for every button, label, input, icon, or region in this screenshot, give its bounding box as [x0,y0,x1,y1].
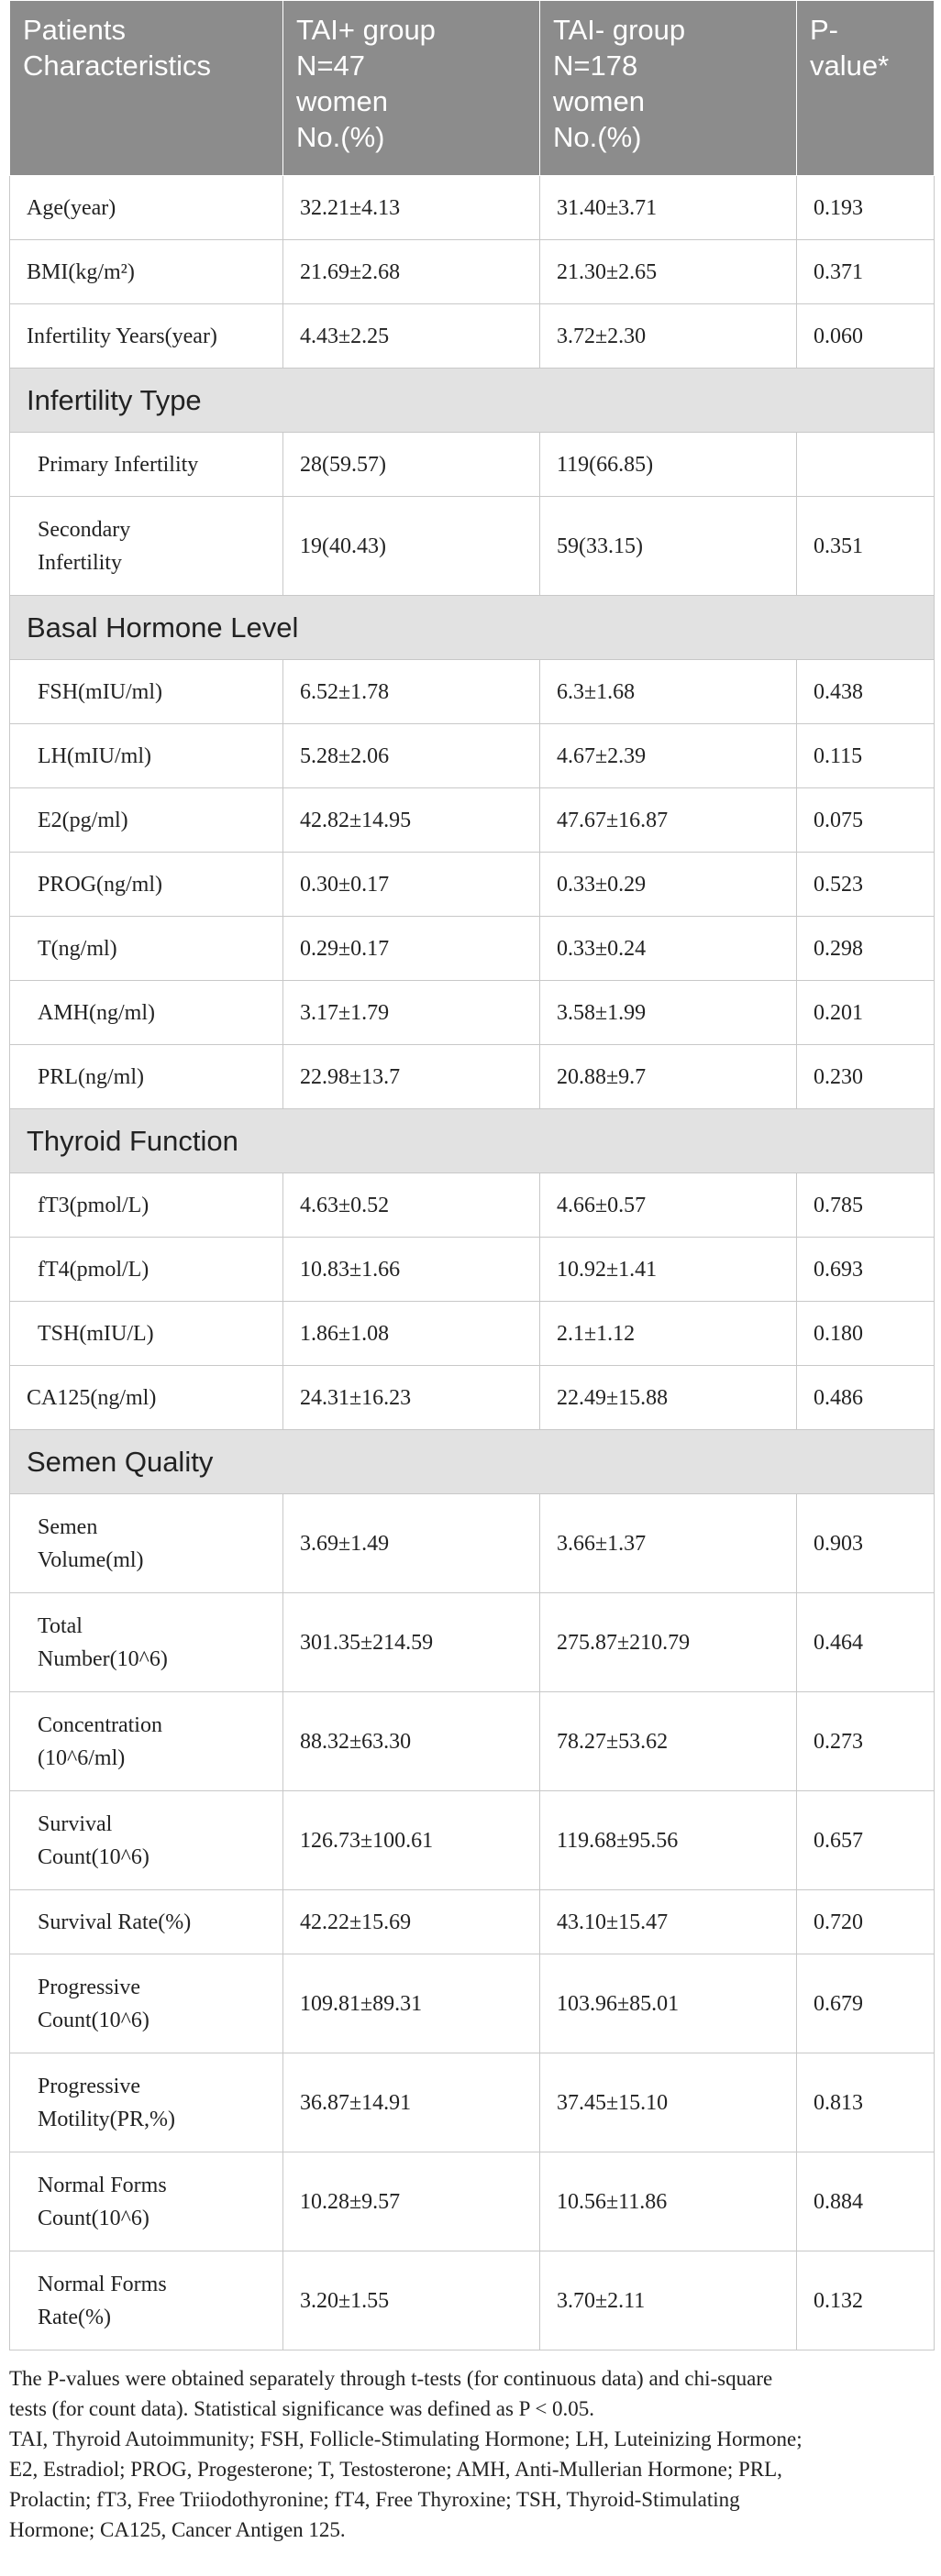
header-line: N=47 [296,50,365,82]
tai-positive-value: 42.82±14.95 [283,788,540,853]
table-row [10,1890,935,1954]
p-value: 0.132 [797,2251,935,2350]
tai-negative-value: 119(66.85) [540,433,797,497]
header-tai-negative [540,1,797,176]
table-row [10,917,935,981]
label-line: Number(10^6) [38,1646,168,1671]
footnote-line: Prolactin; fT3, Free Triiodothyronine; fT4, Free Thyroxine; TSH, Thyroid-Stimulating [9,2488,740,2511]
characteristic-label [10,1954,283,2053]
tai-negative-value: 10.92±1.41 [540,1238,797,1302]
p-value: 0.060 [797,304,935,369]
characteristic-label [10,2251,283,2350]
tai-negative-value: 0.33±0.29 [540,853,797,917]
table-row [10,240,935,304]
p-value: 0.371 [797,240,935,304]
label-line: Total [38,1613,83,1638]
footnote-paragraph [9,2363,934,2424]
p-value: 0.785 [797,1173,935,1238]
characteristic-label [10,240,283,304]
tai-negative-value: 20.88±9.7 [540,1045,797,1109]
tai-positive-value: 19(40.43) [283,497,540,596]
tai-negative-value: 6.3±1.68 [540,660,797,724]
label-line: TSH(mIU/L) [38,1321,154,1346]
table-row [10,497,935,596]
header-line: P- [810,14,838,46]
table-row [10,1045,935,1109]
p-value: 0.884 [797,2152,935,2251]
table-row [10,2152,935,2251]
tai-negative-value: 47.67±16.87 [540,788,797,853]
tai-negative-value: 3.72±2.30 [540,304,797,369]
header-line: Characteristics [23,50,211,82]
tai-positive-value: 4.63±0.52 [283,1173,540,1238]
patient-characteristics-table [9,0,935,2350]
p-value: 0.679 [797,1954,935,2053]
tai-negative-value: 4.67±2.39 [540,724,797,788]
p-value: 0.464 [797,1593,935,1692]
characteristic-label [10,981,283,1045]
tai-negative-value: 275.87±210.79 [540,1593,797,1692]
section-heading: Infertility Type [10,369,935,433]
tai-positive-value: 88.32±63.30 [283,1692,540,1791]
tai-negative-value: 31.40±3.71 [540,176,797,240]
footnote-paragraph [9,2424,934,2545]
tai-negative-value: 4.66±0.57 [540,1173,797,1238]
label-line: Secondary [38,517,131,542]
header-row [10,1,935,176]
tai-negative-value: 43.10±15.47 [540,1890,797,1954]
p-value: 0.180 [797,1302,935,1366]
label-line: Progressive [38,2074,140,2098]
p-value: 0.693 [797,1238,935,1302]
label-line: fT3(pmol/L) [38,1193,149,1217]
p-value: 0.657 [797,1791,935,1890]
label-line: PRL(ng/ml) [38,1064,145,1089]
section-heading: Semen Quality [10,1430,935,1494]
label-line: Survival Rate(%) [38,1910,192,1934]
tai-negative-value: 10.56±11.86 [540,2152,797,2251]
label-line: Count(10^6) [38,1844,149,1869]
characteristic-label [10,497,283,596]
p-value: 0.903 [797,1494,935,1593]
table-row [10,981,935,1045]
tai-negative-value: 3.66±1.37 [540,1494,797,1593]
tai-negative-value: 78.27±53.62 [540,1692,797,1791]
table-row [10,1173,935,1238]
tai-negative-value: 103.96±85.01 [540,1954,797,2053]
characteristic-label [10,1593,283,1692]
tai-positive-value: 1.86±1.08 [283,1302,540,1366]
label-line: fT4(pmol/L) [38,1257,149,1282]
p-value: 0.720 [797,1890,935,1954]
characteristic-label [10,917,283,981]
p-value: 0.813 [797,2053,935,2152]
p-value: 0.298 [797,917,935,981]
tai-positive-value: 28(59.57) [283,433,540,497]
section-row [10,1109,935,1173]
characteristic-label [10,1238,283,1302]
table-row [10,660,935,724]
label-line: E2(pg/ml) [38,808,128,832]
header-line: women [553,85,645,117]
table-row [10,176,935,240]
label-line: AMH(ng/ml) [38,1000,155,1025]
tai-positive-value: 42.22±15.69 [283,1890,540,1954]
label-line: (10^6/ml) [38,1745,126,1770]
characteristic-label [10,304,283,369]
characteristic-label [10,433,283,497]
characteristic-label [10,1692,283,1791]
label-line: BMI(kg/m²) [27,259,135,284]
label-line: Count(10^6) [38,2206,149,2230]
label-line: Normal Forms [38,2272,167,2296]
label-line: Count(10^6) [38,2008,149,2032]
table-row [10,1593,935,1692]
table-row [10,304,935,369]
tai-positive-value: 10.28±9.57 [283,2152,540,2251]
header-line: N=178 [553,50,638,82]
tai-positive-value: 126.73±100.61 [283,1791,540,1890]
label-line: Rate(%) [38,2305,111,2329]
table-row [10,1791,935,1890]
tai-positive-value: 4.43±2.25 [283,304,540,369]
label-line: Motility(PR,%) [38,2107,176,2131]
tai-negative-value: 37.45±15.10 [540,2053,797,2152]
header-p-value [797,1,935,176]
footnote-line: tests (for count data). Statistical significance was defined as P < 0.05. [9,2397,595,2420]
header-line: TAI+ group [296,14,436,46]
header-line: women [296,85,388,117]
footnote-line: TAI, Thyroid Autoimmunity; FSH, Follicle-Stimulating Hormone; LH, Luteinizing Hormone; [9,2427,803,2450]
table-row [10,788,935,853]
tai-positive-value: 6.52±1.78 [283,660,540,724]
table-row [10,853,935,917]
characteristic-label [10,176,283,240]
tai-positive-value: 21.69±2.68 [283,240,540,304]
p-value: 0.201 [797,981,935,1045]
table-row [10,1954,935,2053]
characteristic-label [10,724,283,788]
label-line: Progressive [38,1975,140,1999]
tai-positive-value: 5.28±2.06 [283,724,540,788]
tai-positive-value: 0.29±0.17 [283,917,540,981]
label-line: Normal Forms [38,2173,167,2197]
tai-positive-value: 0.30±0.17 [283,853,540,917]
label-line: Age(year) [27,195,116,220]
tai-negative-value: 21.30±2.65 [540,240,797,304]
tai-positive-value: 301.35±214.59 [283,1593,540,1692]
p-value: 0.193 [797,176,935,240]
tai-negative-value: 2.1±1.12 [540,1302,797,1366]
tai-positive-value: 3.69±1.49 [283,1494,540,1593]
characteristic-label [10,660,283,724]
label-line: FSH(mIU/ml) [38,679,163,704]
characteristic-label [10,2053,283,2152]
table-row [10,724,935,788]
characteristic-label [10,2152,283,2251]
section-row [10,596,935,660]
tai-negative-value: 119.68±95.56 [540,1791,797,1890]
tai-positive-value: 3.17±1.79 [283,981,540,1045]
label-line: T(ng/ml) [38,936,117,961]
label-line: CA125(ng/ml) [27,1385,157,1410]
table-body [10,176,935,2350]
tai-positive-value: 22.98±13.7 [283,1045,540,1109]
table-row [10,1692,935,1791]
table-row [10,1494,935,1593]
label-line: Volume(ml) [38,1547,144,1572]
header-line: TAI- group [553,14,686,46]
tai-positive-value: 109.81±89.31 [283,1954,540,2053]
table-container [9,0,934,2545]
label-line: Infertility [38,550,122,575]
tai-positive-value: 24.31±16.23 [283,1366,540,1430]
characteristic-label [10,1173,283,1238]
label-line: PROG(ng/ml) [38,872,163,897]
table-row [10,2053,935,2152]
section-heading: Thyroid Function [10,1109,935,1173]
characteristic-label [10,1494,283,1593]
table-row [10,1366,935,1430]
label-line: Primary Infertility [38,452,199,477]
section-row [10,369,935,433]
label-line: Infertility Years(year) [27,324,217,348]
tai-positive-value: 32.21±4.13 [283,176,540,240]
p-value: 0.523 [797,853,935,917]
header-line: value* [810,50,890,82]
label-line: Concentration [38,1712,162,1737]
tai-negative-value: 3.58±1.99 [540,981,797,1045]
tai-positive-value: 3.20±1.55 [283,2251,540,2350]
p-value: 0.351 [797,497,935,596]
characteristic-label [10,853,283,917]
characteristic-label [10,1791,283,1890]
characteristic-label [10,1366,283,1430]
label-line: Semen [38,1514,98,1539]
characteristic-label [10,1302,283,1366]
characteristic-label [10,788,283,853]
tai-positive-value: 36.87±14.91 [283,2053,540,2152]
characteristic-label [10,1045,283,1109]
header-tai-positive [283,1,540,176]
p-value: 0.230 [797,1045,935,1109]
label-line: LH(mIU/ml) [38,743,151,768]
table-footnotes [9,2363,934,2545]
footnote-line: E2, Estradiol; PROG, Progesterone; T, Testosterone; AMH, Anti-Mullerian Hormone; PRL, [9,2458,782,2481]
tai-negative-value: 22.49±15.88 [540,1366,797,1430]
section-row [10,1430,935,1494]
p-value: 0.486 [797,1366,935,1430]
tai-positive-value: 10.83±1.66 [283,1238,540,1302]
table-row [10,1302,935,1366]
p-value: 0.115 [797,724,935,788]
table-row [10,1238,935,1302]
table-row [10,2251,935,2350]
p-value: 0.438 [797,660,935,724]
section-heading: Basal Hormone Level [10,596,935,660]
tai-negative-value: 59(33.15) [540,497,797,596]
table-row [10,433,935,497]
p-value: 0.273 [797,1692,935,1791]
label-line: Survival [38,1811,113,1836]
header-line: Patients [23,14,127,46]
header-line: No.(%) [553,121,642,153]
header-line: No.(%) [296,121,385,153]
p-value: 0.075 [797,788,935,853]
footnote-line: The P-values were obtained separately through t-tests (for continuous data) and chi-square [9,2367,773,2390]
characteristic-label [10,1890,283,1954]
p-value [797,433,935,497]
footnote-line: Hormone; CA125, Cancer Antigen 125. [9,2518,346,2541]
tai-negative-value: 3.70±2.11 [540,2251,797,2350]
tai-negative-value: 0.33±0.24 [540,917,797,981]
header-characteristics [10,1,283,176]
